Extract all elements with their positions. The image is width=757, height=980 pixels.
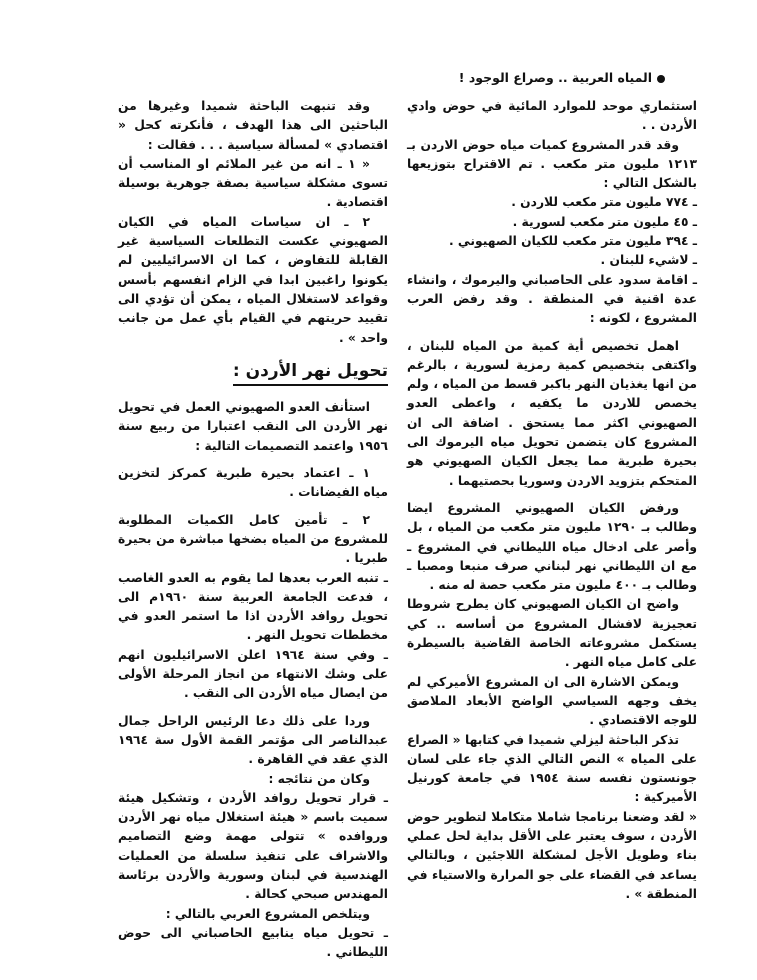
paragraph: استأنف العدو الصهيوني العمل في تحويل نهر الأردن الى النقب اعتبارا من ربيع سنة ١٩٥٦ واعتمد التصميمات التالية : [118,400,388,453]
bullet-icon [657,75,665,83]
paragraph: واضح ان الكيان الصهيوني كان يطرح شروطا تعجيزية لافشال المشروع من أساسه .. كي يستكمل مشروعاته الخاصة القاضية بالسيطرة على كامل مياه النهر . [407,597,697,670]
list-item: ـ تحويل مياه ينابيع الحاصباني الى حوض الليطاني . [118,925,388,960]
paragraph: اهمل تخصيص أية كمية من المياه للبنان ، واكتفى بتخصيص كمية رمزية لسورية ، بالرغم من انها يغذيان النهر باكبر قسط من المياه ، ولم يخصص للاردن ما يكفيه ، واعطى العدو الصهيوني اكثر مما يستحق . اضافة الى ان المشروع كان يتضمن تحويل مياه اليرموك الى بحيرة طبرية مما يجعل الكيان الصهيوني هو المتحكم بتزويد الاردن وسوريا بحصتيهما . [407,338,697,488]
list-item: ـ ٣٩٤ مليون متر مكعب للكيان الصهيوني . [448,234,697,249]
paragraph: ـ وفي سنة ١٩٦٤ اعلن الاسرائيليون انهم على وشك الانتهاء من انجاز المرحلة الأولى من ايصال مياه الأردن الى النقب . [118,647,388,701]
paragraph: ويمكن الاشارة الى ان المشروع الأميركي لم يخف وجهه السياسي الواضح الأبعاد الملاصق للوجه الاقتصادي . [407,674,697,728]
quote-paragraph: « لقد وضعنا برنامجا شاملا متكاملا لتطوير حوض الأردن ، سوف يعتبر على الأقل بداية لحل عملي بناء وطويل الأجل لمشكلة اللاجئين ، وبالتالي يساعد في القضاء على جو المرارة والاستياء في المنطقة » . [407,809,697,901]
list-item: ٢ ـ تأمين كامل الكميات المطلوبة للمشروع من المياه بضخها مباشرة من بحيرة طبريا . [118,512,388,566]
right-column [407,97,697,904]
paragraph: وقد قدر المشروع كميات مياه حوض الاردن بـ ١٢١٣ مليون متر مكعب . تم الاقتراح بتوزيعها بالشكل التالي : [407,137,697,191]
list-item: ـ ٤٥ مليون متر مكعب لسورية . [512,214,697,229]
running-header [459,70,665,85]
list-item: ـ ٧٧٤ مليون متر مكعب للاردن . [511,195,697,210]
paragraph: وردا على ذلك دعا الرئيس الراحل جمال عبدالناصر الى مؤتمر القمة الأول سة ١٩٦٤ الذي عقد في القاهرة . [118,713,388,767]
left-column [118,97,388,962]
section-title: تحويل نهر الأردن : [233,362,388,386]
list-item: ـ لاشيء للبنان . [600,253,697,268]
paragraph: ـ قرار تحويل روافد الأردن ، وتشكيل هيئة سميت باسم « هيئة استغلال مياه نهر الأردن وروافده » تتولى مهمة وضع التصاميم والاشراف على تنفيذ سلسلة من العمليات الهندسية في لبنان وسورية والأردن برئاسة المهندس صبحي كحالة . [118,790,388,902]
paragraph: ـ تنبه العرب بعدها لما يقوم به العدو الغاصب ، فدعت الجامعة العربية سنة ١٩٦٠م الى تحويل روافد الأردن اذا ما استمر العدو في مخططات تحويل النهر . [118,570,388,643]
paragraph: استثماري موحد للموارد المائية في حوض وادي الأردن . . [407,99,697,133]
list-item: ـ اقامة سدود على الحاصباني واليرموك ، وانشاء عدة اقنية في المنطقة . وقد رفض العرب المشروع ، لكونه : [407,272,697,326]
paragraph: ورفض الكيان الصهيوني المشروع ايضا وطالب بـ ١٢٩٠ مليون متر مكعب من المياه ، بل وأصر على ادخال مياه الليطاني في المشروع ـ مع ان الليطاني نهر لبناني صرف منبعا ومصبا ـ وطالب بـ ٤٠٠ مليون متر مكعب حصة له منه . [407,500,697,593]
paragraph: وقد تنبهت الباحثة شميدا وغيرها من الباحثين الى هذا الهدف ، فأنكرته كحل « اقتصادي » لمسألة سياسية . . . فقالت : [118,99,388,152]
header-title: المياه العربية .. وصراع الوجود ! [458,70,652,85]
paragraph: تذكر الباحثة ليزلي شميدا في كتابها « الصراع على المياه » النص التالي الذي جاء على لسان جونستون نفسه سنة ١٩٥٤ في جامعة كورنيل الأميركية : [407,732,697,805]
paragraph: ٢ ـ ان سياسات المياه في الكيان الصهيوني عكست التطلعات السياسية غير القابلة للتفاوض ، كما ان الاسرائيليين لم يكونوا راغبين ابدا في الزام انفسهم بأسس وقواعد لاستغلال المياه ، يمكن أن تؤدي الى تقييد حريتهم في القيام بأي عمل من جانب واحد » . [118,214,388,345]
paragraph: « ١ ـ انه من غير الملائم او المناسب أن تسوى مشكلة سياسية بصفة جوهرية بوسيلة اقتصادية . [118,156,388,210]
paragraph: ويتلخص المشروع العربي بالتالي : [165,906,370,921]
paragraph: وكان من نتائجه : [268,771,370,786]
list-item: ١ ـ اعتماد بحيرة طبرية كمركز لتخزين مياه الفيضانات . [118,466,388,500]
